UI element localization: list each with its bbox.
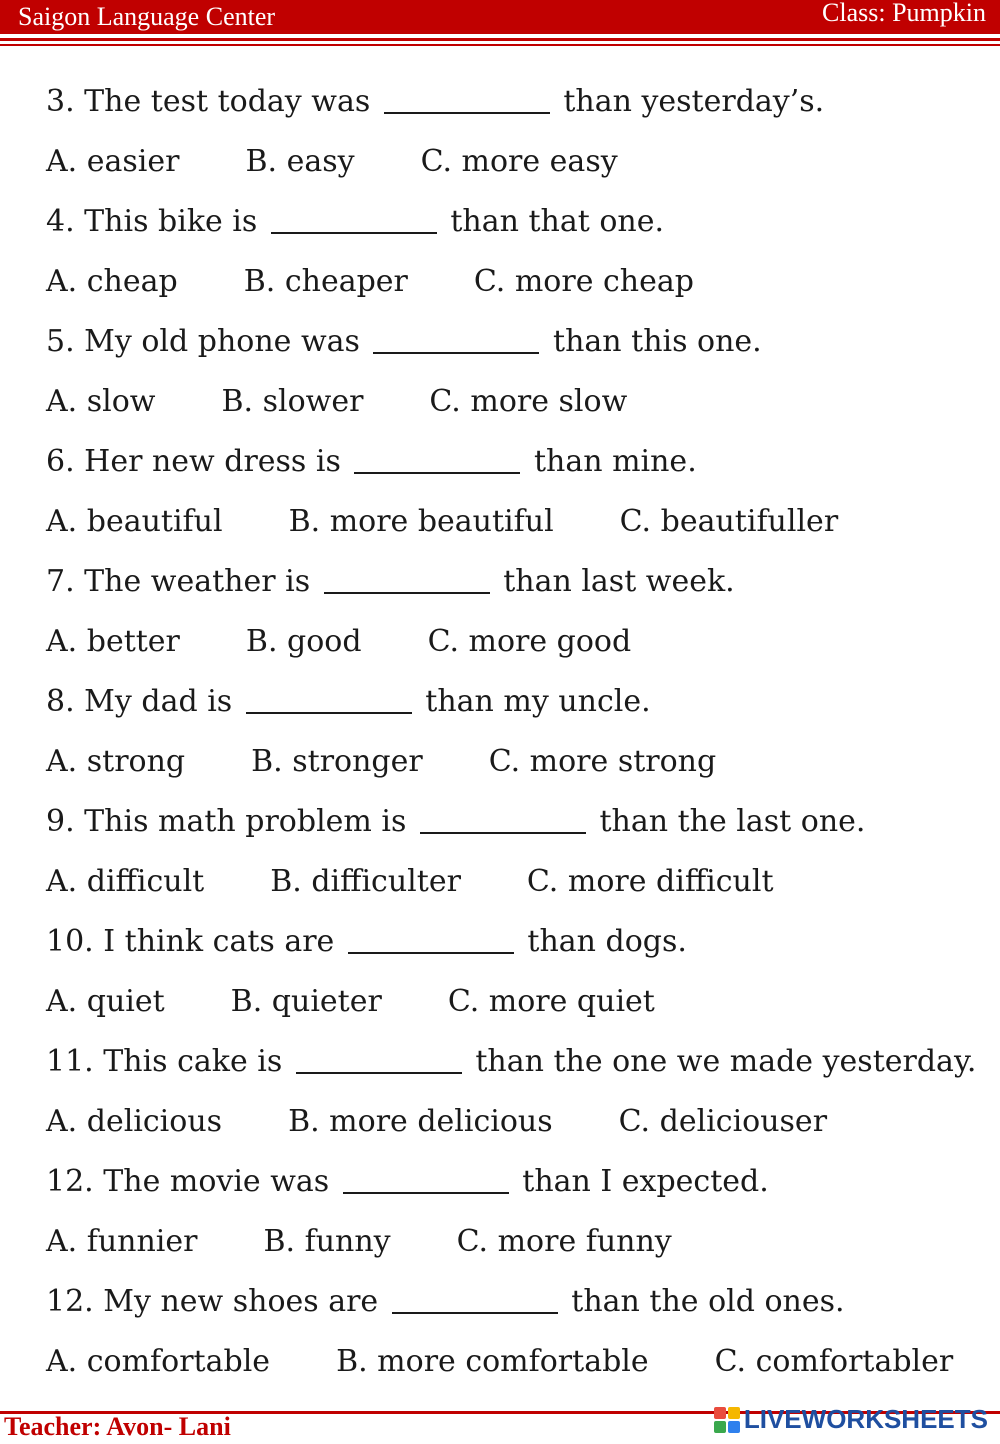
answer-option[interactable]: A. slow xyxy=(46,384,156,419)
question-text: than the old ones. xyxy=(571,1284,845,1319)
question-text: than last week. xyxy=(503,564,735,599)
question-row xyxy=(46,1282,986,1342)
options-row xyxy=(46,1222,986,1282)
answer-option[interactable]: B. slower xyxy=(221,384,364,419)
answer-option[interactable]: B. stronger xyxy=(251,744,423,779)
question-text: 6. Her new dress is xyxy=(46,444,341,479)
options-row xyxy=(46,142,986,202)
options-row xyxy=(46,382,986,442)
options-row xyxy=(46,622,986,682)
answer-option[interactable]: B. cheaper xyxy=(243,264,408,299)
options-row xyxy=(46,1342,986,1402)
answer-option[interactable]: B. easy xyxy=(245,144,355,179)
answer-blank[interactable] xyxy=(373,322,539,354)
header-bar xyxy=(0,0,1000,34)
brand-logo xyxy=(714,1404,988,1435)
question-row xyxy=(46,1162,986,1222)
question-row xyxy=(46,202,986,262)
teacher-name: Teacher: Avon- Lani xyxy=(4,1412,231,1441)
answer-option[interactable]: A. funnier xyxy=(46,1224,198,1259)
question-text: 10. I think cats are xyxy=(46,924,335,959)
question-text: than my uncle. xyxy=(425,684,651,719)
question-row xyxy=(46,82,986,142)
answer-option[interactable]: B. more beautiful xyxy=(288,504,554,539)
answer-option[interactable]: C. more strong xyxy=(488,744,717,779)
options-row xyxy=(46,262,986,322)
answer-option[interactable]: B. more comfortable xyxy=(336,1344,649,1379)
answer-option[interactable]: A. delicious xyxy=(46,1104,223,1139)
question-text: 4. This bike is xyxy=(46,204,258,239)
question-text: 8. My dad is xyxy=(46,684,233,719)
answer-blank[interactable] xyxy=(271,202,437,234)
answer-blank[interactable] xyxy=(354,442,520,474)
question-row xyxy=(46,562,986,622)
question-text: than this one. xyxy=(553,324,762,359)
question-text: 11. This cake is xyxy=(46,1044,283,1079)
question-text: 9. This math problem is xyxy=(46,804,407,839)
header-divider xyxy=(0,38,1000,41)
class-label: Class: Pumpkin xyxy=(822,0,986,27)
answer-option[interactable]: B. quieter xyxy=(230,984,382,1019)
answer-option[interactable]: C. comfortabler xyxy=(714,1344,954,1379)
liveworksheets-icon xyxy=(714,1407,740,1433)
answer-option[interactable]: C. more slow xyxy=(429,384,628,419)
answer-blank[interactable] xyxy=(420,802,586,834)
answer-option[interactable]: A. easier xyxy=(46,144,180,179)
question-text: than the one we made yesterday. xyxy=(475,1044,977,1079)
answer-option[interactable]: C. beautifuller xyxy=(619,504,839,539)
options-row xyxy=(46,742,986,802)
answer-blank[interactable] xyxy=(296,1042,462,1074)
question-row xyxy=(46,1042,986,1102)
answer-option[interactable]: B. more delicious xyxy=(288,1104,553,1139)
question-text: 5. My old phone was xyxy=(46,324,360,359)
answer-blank[interactable] xyxy=(392,1282,558,1314)
question-text: 12. My new shoes are xyxy=(46,1284,379,1319)
question-text: 3. The test today was xyxy=(46,84,371,119)
options-row xyxy=(46,862,986,922)
answer-option[interactable]: C. more quiet xyxy=(447,984,655,1019)
answer-option[interactable]: A. comfortable xyxy=(46,1344,271,1379)
question-row xyxy=(46,922,986,982)
brand-name: LIVEWORKSHEETS xyxy=(743,1404,988,1434)
options-row xyxy=(46,502,986,562)
header-divider xyxy=(0,44,1000,46)
answer-blank[interactable] xyxy=(348,922,514,954)
answer-option[interactable]: B. good xyxy=(245,624,362,659)
question-text: 7. The weather is xyxy=(46,564,311,599)
options-row xyxy=(46,1102,986,1162)
question-row xyxy=(46,682,986,742)
answer-option[interactable]: B. difficulter xyxy=(270,864,461,899)
answer-option[interactable]: A. quiet xyxy=(46,984,165,1019)
school-name: Saigon Language Center xyxy=(18,2,276,31)
options-row xyxy=(46,982,986,1042)
answer-option[interactable]: A. strong xyxy=(46,744,186,779)
question-text: 12. The movie was xyxy=(46,1164,330,1199)
question-text: than mine. xyxy=(533,444,697,479)
answer-option[interactable]: C. more funny xyxy=(456,1224,672,1259)
question-row xyxy=(46,322,986,382)
answer-option[interactable]: B. funny xyxy=(263,1224,391,1259)
question-text: than that one. xyxy=(450,204,665,239)
question-row xyxy=(46,442,986,502)
answer-blank[interactable] xyxy=(246,682,412,714)
question-text: than dogs. xyxy=(527,924,687,959)
answer-option[interactable]: C. more easy xyxy=(420,144,618,179)
answer-blank[interactable] xyxy=(343,1162,509,1194)
question-text: than the last one. xyxy=(599,804,866,839)
answer-option[interactable]: A. difficult xyxy=(46,864,205,899)
answer-option[interactable]: A. better xyxy=(46,624,180,659)
question-text: than I expected. xyxy=(522,1164,769,1199)
answer-option[interactable]: C. more difficult xyxy=(526,864,774,899)
question-row xyxy=(46,802,986,862)
answer-option[interactable]: C. more good xyxy=(427,624,632,659)
question-text: than yesterday’s. xyxy=(563,84,825,119)
worksheet-body xyxy=(46,82,986,1402)
answer-blank[interactable] xyxy=(324,562,490,594)
answer-blank[interactable] xyxy=(384,82,550,114)
answer-option[interactable]: A. beautiful xyxy=(46,504,223,539)
answer-option[interactable]: A. cheap xyxy=(46,264,178,299)
answer-option[interactable]: C. deliciouser xyxy=(618,1104,828,1139)
answer-option[interactable]: C. more cheap xyxy=(473,264,694,299)
